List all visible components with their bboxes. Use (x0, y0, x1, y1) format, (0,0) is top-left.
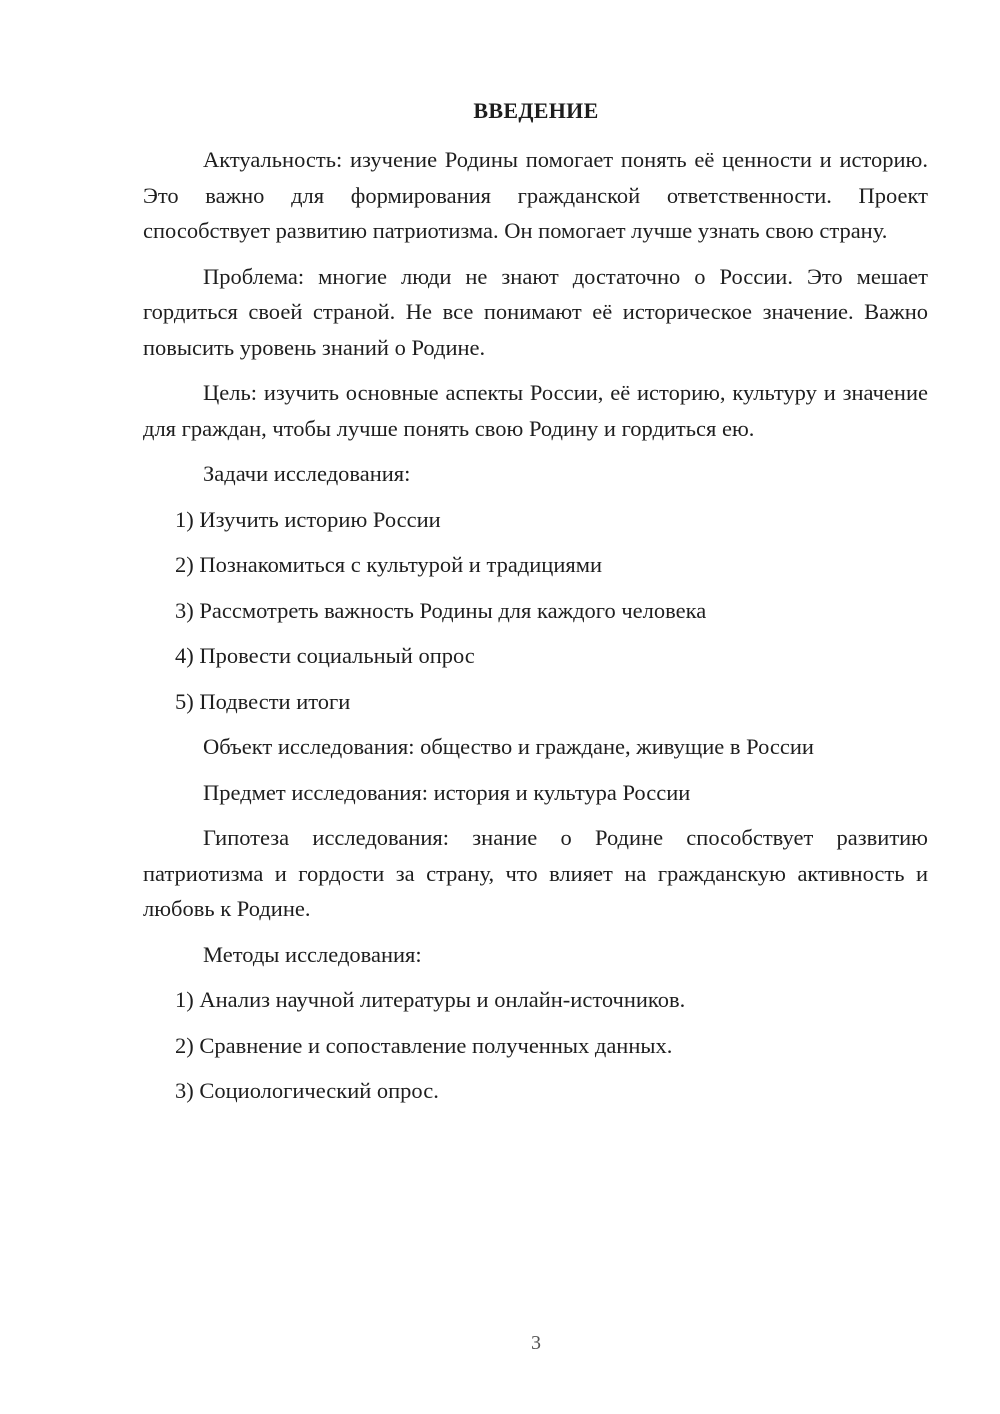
list-item: 2) Сравнение и сопоставление полученных данных. (175, 1032, 673, 1058)
relevance-paragraph: Актуальность: изучение Родины помогает понять её ценности и историю. Это важно для формирования гражданской ответственности. Проект способствует развитию патриотизма. Он помогает лучше узнать свою страну. (143, 147, 928, 243)
page-number: 3 (531, 1332, 541, 1354)
list-item: 1) Изучить историю России (175, 506, 441, 532)
problem-paragraph: Проблема: многие люди не знают достаточно о России. Это мешает гордиться своей страной. Не все понимают её историческое значение. Важно повысить уровень знаний о Родине. (143, 263, 928, 360)
object-paragraph: Объект исследования: общество и граждане, живущие в России (203, 734, 814, 759)
list-item: 3) Социологический опрос. (175, 1078, 439, 1103)
list-item: 5) Подвести итоги (175, 688, 351, 714)
document-body (143, 142, 928, 1119)
subject-paragraph: Предмет исследования: история и культура России (203, 779, 691, 805)
list-item: 2) Познакомиться с культурой и традициями (175, 552, 603, 577)
list-item: 3) Рассмотреть важность Родины для каждого человека (175, 597, 707, 623)
methods-heading: Методы исследования: (203, 941, 422, 967)
page-title: ВВЕДЕНИЕ (473, 98, 599, 123)
list-item: 1) Анализ научной литературы и онлайн-источников. (175, 987, 686, 1012)
goal-paragraph: Цель: изучить основные аспекты России, её историю, культуру и значение для граждан, чтобы лучше понять свою Родину и гордиться ею. (143, 380, 928, 441)
tasks-heading: Задачи исследования: (203, 461, 411, 486)
hypothesis-paragraph: Гипотеза исследования: знание о Родине способствует развитию патриотизма и гордости за страну, что влияет на гражданскую активность и любовь к Родине. (143, 825, 928, 921)
methods-list (143, 982, 928, 1109)
tasks-list (143, 502, 928, 720)
list-item: 4) Провести социальный опрос (175, 643, 475, 668)
